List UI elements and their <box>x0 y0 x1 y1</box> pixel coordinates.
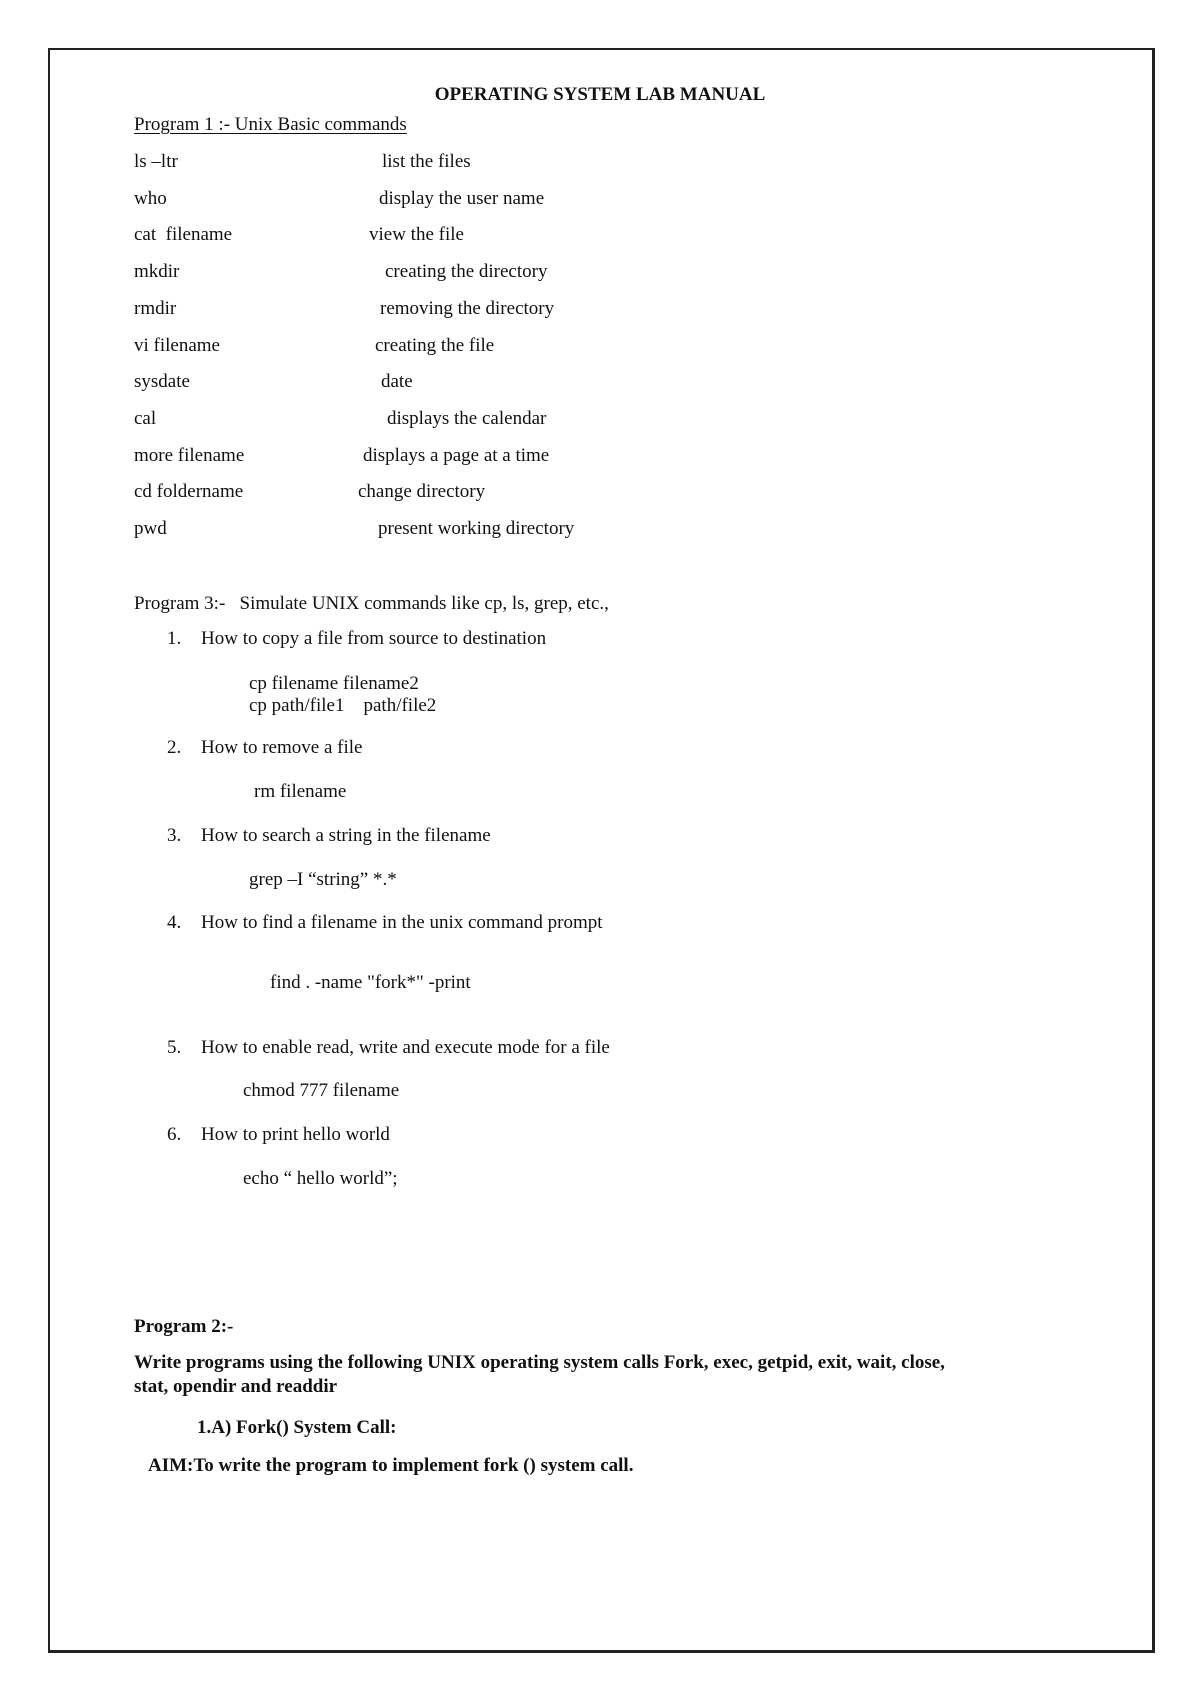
code-line: rm filename <box>254 781 347 802</box>
code-line: cp path/file1 path/file2 <box>249 695 437 716</box>
command-name: pwd <box>134 518 167 539</box>
list-number: 3. <box>167 825 182 846</box>
command-desc: creating the directory <box>385 261 548 282</box>
command-desc: present working directory <box>378 518 575 539</box>
command-name: cal <box>134 408 157 429</box>
list-number: 6. <box>167 1124 182 1145</box>
list-item: How to print hello world <box>201 1124 390 1145</box>
code-line: cp filename filename2 <box>249 673 419 694</box>
command-desc: display the user name <box>379 188 545 209</box>
command-desc: date <box>381 371 413 392</box>
list-item: How to copy a file from source to destination <box>201 628 547 649</box>
command-name: ls –ltr <box>134 151 178 172</box>
code-line: find . -name "fork*" -print <box>270 972 471 993</box>
command-desc: removing the directory <box>380 298 555 319</box>
program2-description: Write programs using the following UNIX operating system calls Fork, exec, getpid, exit, wait, close, stat, opendir and readdir <box>134 1352 945 1397</box>
code-line: grep –I “string” *.* <box>249 869 397 890</box>
list-number: 5. <box>167 1037 182 1058</box>
list-number: 1. <box>167 628 182 649</box>
list-item: How to find a filename in the unix command prompt <box>201 912 603 933</box>
command-name: cat filename <box>134 224 233 245</box>
program2-subheading: 1.A) Fork() System Call: <box>197 1417 397 1438</box>
command-name: who <box>134 188 167 209</box>
code-line: chmod 777 filename <box>243 1080 400 1101</box>
code-line: echo “ hello world”; <box>243 1168 398 1189</box>
list-item: How to enable read, write and execute mode for a file <box>201 1037 610 1058</box>
command-desc: displays the calendar <box>387 408 547 429</box>
command-desc: view the file <box>369 224 464 245</box>
program2-heading: Program 2:- <box>134 1316 234 1337</box>
page-border <box>48 48 1155 1653</box>
command-name: rmdir <box>134 298 177 319</box>
command-name: more filename <box>134 445 245 466</box>
page-title: OPERATING SYSTEM LAB MANUAL <box>434 84 766 105</box>
command-desc: displays a page at a time <box>363 445 550 466</box>
program3-heading: Program 3:- Simulate UNIX commands like cp, ls, grep, etc., <box>134 593 609 614</box>
command-desc: change directory <box>358 481 486 502</box>
list-number: 4. <box>167 912 182 933</box>
command-name: vi filename <box>134 335 220 356</box>
program2-aim: AIM:To write the program to implement fork () system call. <box>148 1455 634 1476</box>
command-name: mkdir <box>134 261 180 282</box>
command-name: cd foldername <box>134 481 244 502</box>
list-item: How to search a string in the filename <box>201 825 491 846</box>
program1-heading: Program 1 :- Unix Basic commands <box>134 114 407 135</box>
list-item: How to remove a file <box>201 737 363 758</box>
command-name: sysdate <box>134 371 190 392</box>
command-desc: creating the file <box>375 335 495 356</box>
list-number: 2. <box>167 737 182 758</box>
command-desc: list the files <box>382 151 471 172</box>
